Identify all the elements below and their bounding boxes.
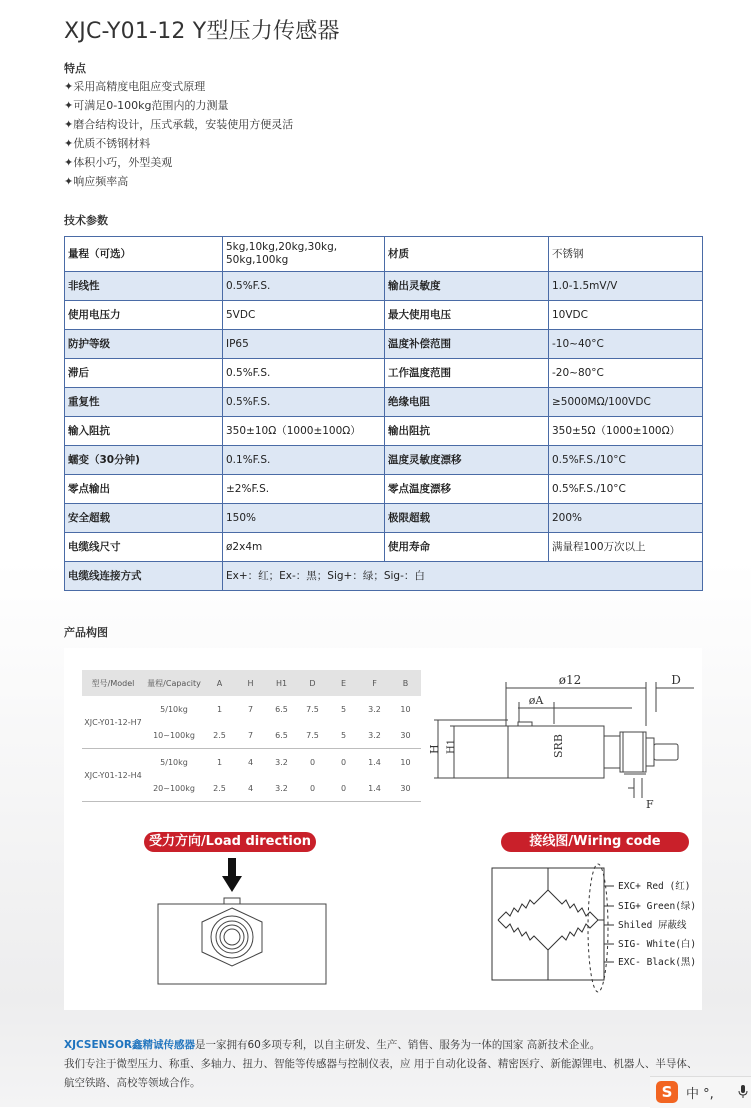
spec-row	[65, 301, 703, 330]
dim-phiA-label: øA	[528, 694, 544, 707]
spec-row	[65, 330, 703, 359]
dimension-cell: 10	[400, 704, 411, 714]
dimension-cell: 2.5	[204, 775, 235, 802]
spec-row	[65, 388, 703, 417]
spec-label: 蠕变（30分钟)	[65, 446, 223, 475]
load-direction-label: 受力方向/Load direction	[144, 832, 316, 852]
wiring-diagram	[484, 862, 734, 1002]
intro-line-2: 我们专注于微型压力、称重、多轴力、扭力、智能等传感器与控制仪表，应 用于自动化设备、精密医疗、新能源锂电、机器人、半导体、	[64, 1058, 698, 1070]
page-title: XJC-Y01-12 Y型压力传感器	[64, 19, 340, 44]
spec-value: 5kg,10kg,20kg,30kg, 50kg,100kg	[223, 237, 385, 272]
dimension-cell: 2.5	[204, 722, 235, 749]
dimension-header-cell: 量程/Capacity	[144, 670, 204, 696]
spec-label: 使用电压力	[65, 301, 223, 330]
spec-label: 输出阻抗	[385, 417, 549, 446]
dimension-cell: 4	[235, 775, 266, 802]
dimension-cell: 10	[400, 757, 411, 767]
dimension-cell: 7.5	[306, 704, 319, 714]
ime-status[interactable]: 中 °,	[686, 1087, 714, 1102]
spec-value: 0.5%F.S.	[223, 272, 385, 301]
dimension-cell: 3.2	[266, 775, 297, 802]
spec-row	[65, 417, 703, 446]
spec-value: 0.5%F.S./10°C	[549, 475, 703, 504]
dimension-cell: 4	[247, 757, 254, 767]
dimension-header-row	[82, 670, 421, 696]
spec-value: 0.5%F.S.	[223, 359, 385, 388]
spec-row	[65, 237, 703, 272]
spec-value: 5VDC	[223, 301, 385, 330]
wire-shield: Shiled 屏蔽线	[618, 920, 687, 931]
dimension-cell: 3.2	[368, 704, 381, 714]
intro-line-1: 是一家拥有60多项专利，以自主研发、生产、销售、服务为一体的国家 高新技术企业。	[195, 1039, 601, 1051]
spec-value: 350±10Ω（1000±100Ω）	[223, 417, 385, 446]
spec-value: 10VDC	[549, 301, 703, 330]
spec-label: 电缆线连接方式	[65, 562, 223, 591]
microphone-icon[interactable]	[738, 1085, 748, 1099]
structure-heading: 产品构图	[64, 626, 108, 639]
spec-value: 0.5%F.S./10°C	[549, 446, 703, 475]
dimension-cell: 5/10kg	[160, 757, 188, 767]
dimension-cell: 1.4	[368, 757, 381, 767]
dimension-cell: 1	[216, 704, 223, 714]
dimension-cell: 3.2	[275, 757, 288, 767]
dimension-cell: 7	[247, 704, 254, 714]
spec-row	[65, 446, 703, 475]
dimension-cell: 6.5	[275, 704, 288, 714]
spec-label: 量程（可选）	[65, 237, 223, 272]
dimension-header-cell: H1	[266, 670, 297, 696]
spec-label: 重复性	[65, 388, 223, 417]
dimension-cell: 1.4	[359, 775, 390, 802]
spec-value: 0.1%F.S.	[223, 446, 385, 475]
spec-label: 材质	[385, 237, 549, 272]
spec-label: 安全超载	[65, 504, 223, 533]
dimension-model-cell: XJC-Y01-12-H4	[82, 749, 144, 802]
spec-row	[65, 475, 703, 504]
spec-label: 绝缘电阻	[385, 388, 549, 417]
spec-label: 温度补偿范围	[385, 330, 549, 359]
srb-label: SRB	[552, 734, 565, 758]
wire-sig-minus: SIG- White(白)	[618, 939, 697, 950]
brand-link[interactable]: XJCSENSOR鑫精诚传感器	[64, 1039, 195, 1051]
spec-label: 使用寿命	[385, 533, 549, 562]
spec-label: 滞后	[65, 359, 223, 388]
features-heading: 特点	[64, 62, 86, 75]
dimension-header-cell: A	[204, 670, 235, 696]
load-direction-drawing	[154, 854, 334, 994]
spec-value: ±2%F.S.	[223, 475, 385, 504]
feature-item: ✦体积小巧，外型美观	[64, 156, 173, 169]
spec-value: 200%	[549, 504, 703, 533]
spec-value: 0.5%F.S.	[223, 388, 385, 417]
dimension-cell: 0	[297, 775, 328, 802]
spec-label: 输入阻抗	[65, 417, 223, 446]
spec-label: 输出灵敏度	[385, 272, 549, 301]
dimension-header-cell: D	[297, 670, 328, 696]
spec-row	[65, 504, 703, 533]
specs-table	[64, 236, 703, 591]
dimension-cell: 3.2	[359, 722, 390, 749]
dimension-row	[82, 696, 421, 722]
spec-label: 防护等级	[65, 330, 223, 359]
specs-heading: 技术参数	[64, 214, 108, 227]
dim-h1-label: H1	[446, 738, 457, 754]
spec-value: 不锈钢	[549, 237, 703, 272]
spec-value: 350±5Ω（1000±100Ω）	[549, 417, 703, 446]
dimension-header-cell: B	[390, 670, 421, 696]
spec-value: IP65	[223, 330, 385, 359]
dimension-cell: 0	[340, 757, 347, 767]
spec-value: -20~80°C	[549, 359, 703, 388]
dimension-table	[82, 670, 421, 802]
dimension-cell: 1	[216, 757, 223, 767]
product-structure-figure	[64, 648, 702, 1010]
spec-row	[65, 272, 703, 301]
spec-value: 1.0-1.5mV/V	[549, 272, 703, 301]
dimension-header-cell: F	[359, 670, 390, 696]
dimension-cell: 5	[328, 722, 359, 749]
side-view-drawing	[424, 662, 714, 822]
feature-item: ✦磨合结构设计，压式承载，安装使用方便灵活	[64, 118, 294, 131]
spec-label: 工作温度范围	[385, 359, 549, 388]
spec-value: -10~40°C	[549, 330, 703, 359]
dim-h-label: H	[428, 744, 441, 754]
feature-item: ✦可满足0-100kg范围内的力测量	[64, 99, 229, 112]
spec-label: 电缆线尺寸	[65, 533, 223, 562]
spec-label: 非线性	[65, 272, 223, 301]
dimension-cell: 20~100kg	[144, 775, 204, 802]
dim-d-label: D	[671, 673, 681, 687]
dimension-model-cell: XJC-Y01-12-H7	[82, 696, 144, 749]
dim-phi12-label: ø12	[558, 673, 582, 687]
dimension-cell: 7	[235, 722, 266, 749]
dimension-header-cell: E	[328, 670, 359, 696]
dimension-cell: 7.5	[297, 722, 328, 749]
spec-label: 零点输出	[65, 475, 223, 504]
spec-label: 零点温度漂移	[385, 475, 549, 504]
intro-line-3: 航空铁路、高校等领域合作。	[64, 1077, 201, 1089]
wire-exc-plus: EXC+ Red (红)	[618, 881, 691, 892]
dimension-cell: 5	[340, 704, 347, 714]
dimension-cell: 30	[390, 722, 421, 749]
dimension-cell: 30	[390, 775, 421, 802]
feature-item: ✦采用高精度电阻应变式原理	[64, 80, 206, 93]
spec-value: ≥5000MΩ/100VDC	[549, 388, 703, 417]
spec-row	[65, 359, 703, 388]
dimension-header-cell: 型号/Model	[82, 670, 144, 696]
feature-item: ✦优质不锈钢材料	[64, 137, 151, 150]
wire-sig-plus: SIG+ Green(绿)	[618, 901, 697, 912]
spec-value: Ex+：红；Ex-：黑；Sig+：绿；Sig-：白	[223, 562, 703, 591]
dimension-cell: 0	[309, 757, 316, 767]
dimension-cell: 5/10kg	[160, 704, 188, 714]
dimension-header-cell: H	[235, 670, 266, 696]
ime-toolbar[interactable]	[650, 1076, 751, 1108]
feature-item: ✦响应频率高	[64, 175, 129, 188]
spec-label: 温度灵敏度漂移	[385, 446, 549, 475]
dimension-cell: 10~100kg	[144, 722, 204, 749]
spec-value: ø2x4m	[223, 533, 385, 562]
features-list	[64, 80, 293, 194]
dimension-row	[82, 749, 421, 776]
dimension-cell: 6.5	[266, 722, 297, 749]
company-intro	[64, 1036, 704, 1093]
dim-f-label: F	[646, 798, 654, 811]
wiring-code-label: 接线图/Wiring code	[501, 832, 689, 852]
spec-value: 150%	[223, 504, 385, 533]
spec-label: 极限超载	[385, 504, 549, 533]
wire-exc-minus: EXC- Black(黑)	[618, 957, 697, 968]
spec-row	[65, 562, 703, 591]
spec-value: 满量程100万次以上	[549, 533, 703, 562]
spec-label: 最大使用电压	[385, 301, 549, 330]
ime-logo-icon[interactable]: S	[656, 1081, 678, 1103]
spec-row	[65, 533, 703, 562]
dimension-cell: 0	[328, 775, 359, 802]
